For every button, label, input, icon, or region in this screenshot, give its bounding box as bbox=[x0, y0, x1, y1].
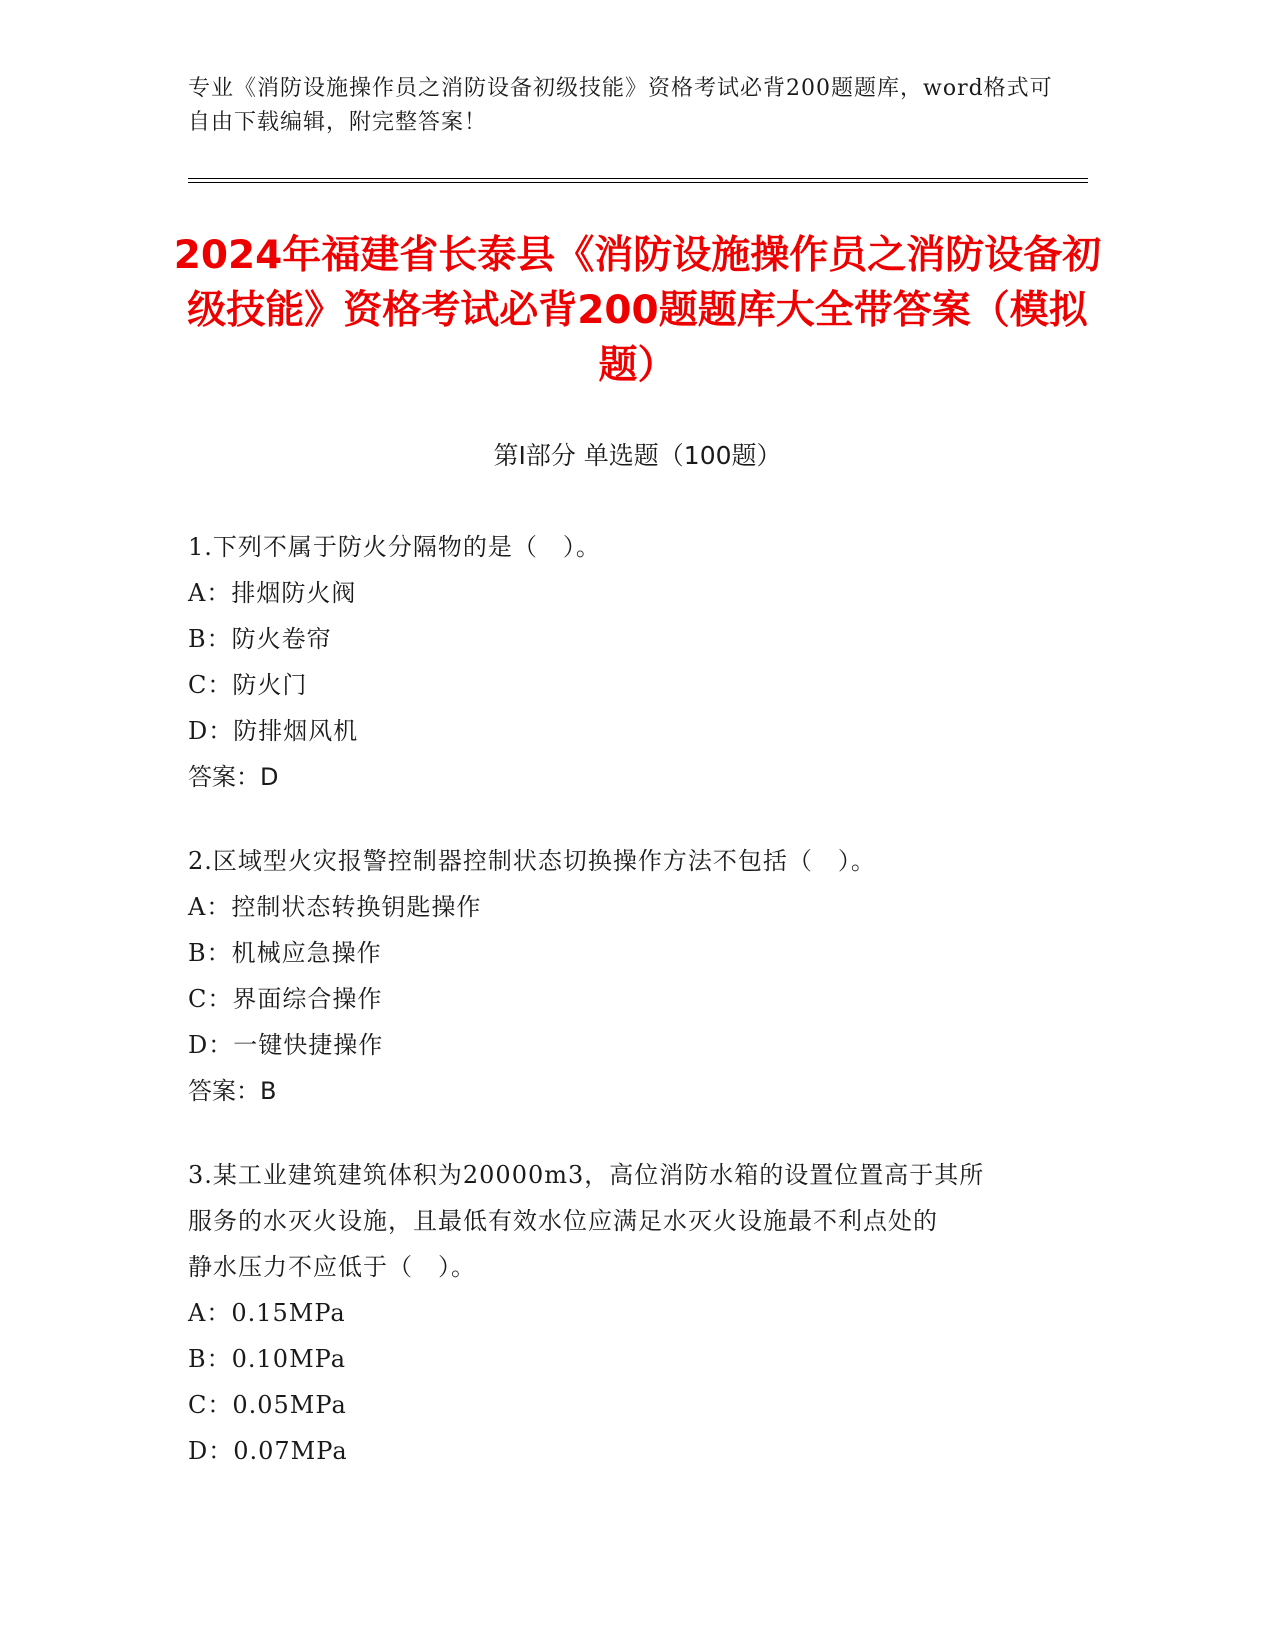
option-c: C：界面综合操作 bbox=[188, 985, 383, 1013]
question-stem-line: 静水压力不应低于（ ）。 bbox=[188, 1253, 476, 1281]
option-b: B：0.10MPa bbox=[188, 1345, 347, 1373]
answer: 答案：D bbox=[188, 763, 279, 791]
option-d: D：0.07MPa bbox=[188, 1437, 348, 1465]
option-b: B：防火卷帘 bbox=[188, 625, 332, 653]
document-title: 2024年福建省长泰县《消防设施操作员之消防设备初级技能》资格考试必背200题题库大全带答案（模拟题） bbox=[173, 233, 1102, 388]
option-a: A：控制状态转换钥匙操作 bbox=[188, 893, 482, 921]
option-c: C：防火门 bbox=[188, 671, 308, 699]
answer: 答案：B bbox=[188, 1077, 277, 1105]
option-c: C：0.05MPa bbox=[188, 1391, 347, 1419]
header-divider-top bbox=[188, 178, 1088, 179]
question-stem-line: 3.某工业建筑建筑体积为20000m3，高位消防水箱的设置位置高于其所 bbox=[188, 1161, 985, 1189]
option-b: B：机械应急操作 bbox=[188, 939, 382, 967]
question-stem: 2.区域型火灾报警控制器控制状态切换操作方法不包括（ ）。 bbox=[188, 847, 876, 875]
question-list bbox=[188, 524, 1088, 1512]
section-heading: 第Ⅰ部分 单选题（100题） bbox=[493, 441, 782, 470]
question-2 bbox=[188, 838, 1088, 1114]
option-d: D：防排烟风机 bbox=[188, 717, 359, 745]
question-stem: 1.下列不属于防火分隔物的是（ ）。 bbox=[188, 533, 601, 561]
header-divider-bottom bbox=[188, 182, 1088, 183]
question-stem-line: 服务的水灭火设施，且最低有效水位应满足水灭火设施最不利点处的 bbox=[188, 1207, 938, 1235]
option-a: A：排烟防火阀 bbox=[188, 579, 357, 607]
option-d: D：一键快捷操作 bbox=[188, 1031, 384, 1059]
question-3 bbox=[188, 1152, 1088, 1474]
option-a: A：0.15MPa bbox=[188, 1299, 346, 1327]
header-note: 专业《消防设施操作员之消防设备初级技能》资格考试必背200题题库，word格式可自由下载编辑，附完整答案！ bbox=[188, 76, 1053, 135]
question-1 bbox=[188, 524, 1088, 800]
